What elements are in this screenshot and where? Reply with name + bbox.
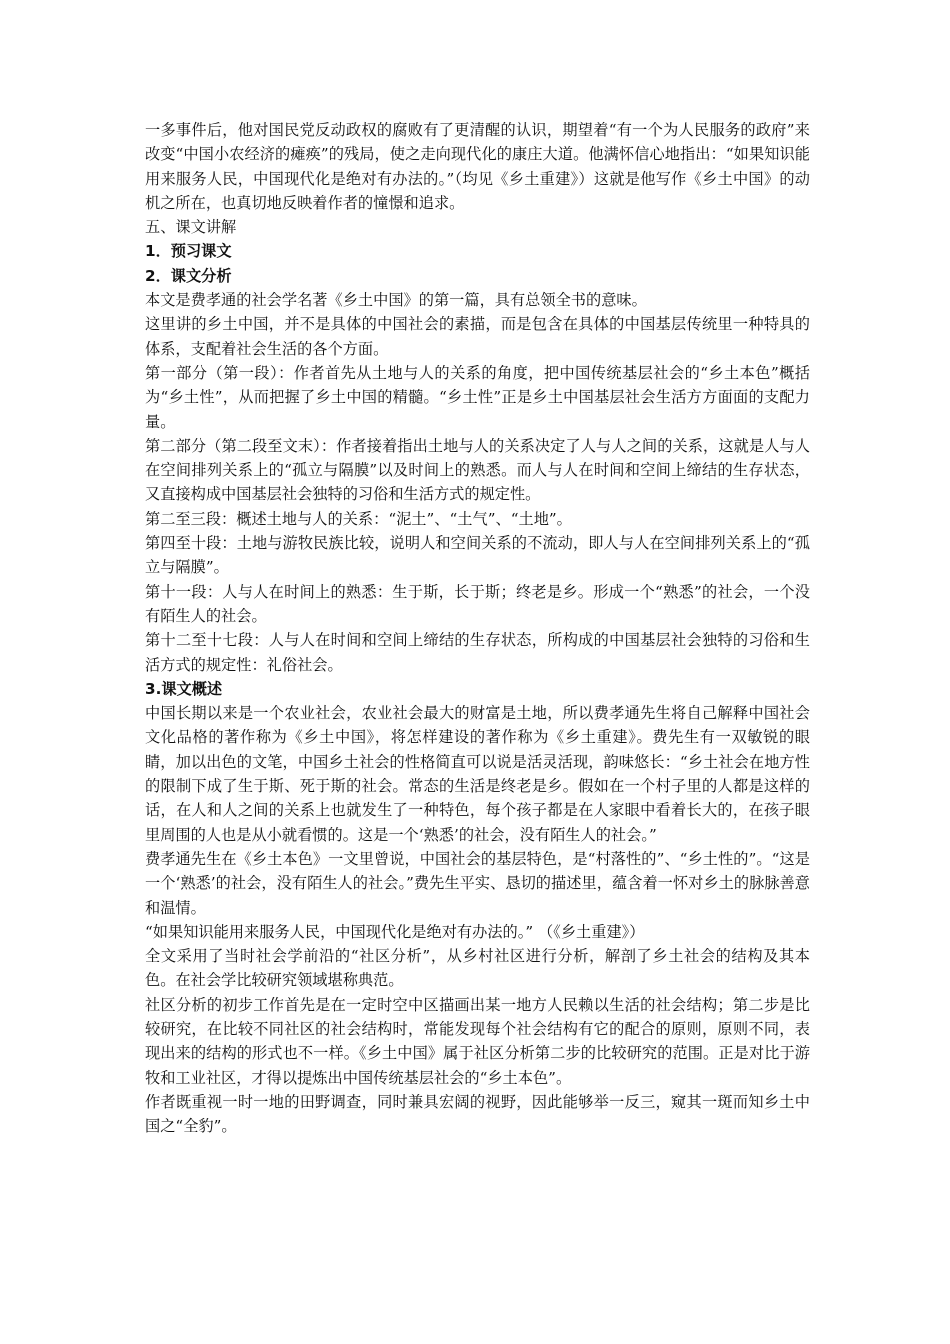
paragraph-overview-2: 费孝通先生在《乡土本色》一文里曾说，中国社会的基层特色，是“村落性的”、“乡土性的”。“这是一个‘熟悉’的社会，没有陌生人的社会。”费先生平实、恳切的描述里，蕴含着一怀对乡土的脉脉善意和温情。 [145, 849, 810, 917]
subheading-text-analysis: 2．课文分析 [145, 266, 232, 285]
paragraph-quote: “如果知识能用来服务人民，中国现代化是绝对有办法的。” （《乡土重建》） [145, 922, 645, 941]
paragraph-overview-3: 全文采用了当时社会学前沿的“社区分析”，从乡村社区进行分析，解剖了乡土社会的结构及其本色。在社会学比较研究领域堪称典范。 [145, 947, 810, 990]
paragraph-overview-5: 作者既重视一时一地的田野调查，同时兼具宏阔的视野，因此能够举一反三，窥其一斑而知乡土中国之“全豹”。 [145, 1092, 810, 1136]
paragraph-analysis-2: 这里讲的乡土中国，并不是具体的中国社会的素描，而是包含在具体的中国基层传统里一种特具的体系，支配着社会生活的各个方面。 [145, 315, 810, 358]
paragraph-intro-continuation: 一多事件后，他对国民党反动政权的腐败有了更清醒的认识，期望着“有一个为人民服务的政府”来改变“中国小农经济的瘫痪”的残局，使之走向现代化的康庄大道。他满怀信心地指出：“如果知识能用来服务人民，中国现代化是绝对有办法的。”（均见《乡土重建》）这就是他写作《乡土中国》的动机之所在，也真切地反映着作者的憧憬和追求。 [145, 121, 810, 212]
paragraph-sections-12-17: 第十二至十七段：人与人在时间和空间上缔结的生存状态，所构成的中国基层社会独特的习俗和生活方式的规定性：礼俗社会。 [145, 631, 810, 674]
paragraph-overview-1: 中国长期以来是一个农业社会，农业社会最大的财富是土地，所以费孝通先生将自己解释中国社会文化品格的著作称为《乡土中国》，将怎样建设的著作称为《乡土重建》。费先生有一双敏锐的眼睛，加以出色的文笔，中国乡土社会的性格简直可以说是活灵活现，韵味悠长：“乡土社会在地方性的限制下成了生于斯、死于斯的社会。常态的生活是终老是乡。假如在一个村子里的人都是这样的话，在人和人之间的关系上也就发生了一种特色，每个孩子都是在人家眼中看着长大的，在孩子眼里周围的人也是从小就看惯的。这是一个‘熟悉’的社会，没有陌生人的社会。” [145, 704, 810, 844]
paragraph-analysis-1: 本文是费孝通的社会学名著《乡土中国》的第一篇，具有总领全书的意味。 [145, 291, 647, 310]
paragraph-part-one: 第一部分（第一段）：作者首先从土地与人的关系的角度，把中国传统基层社会的“乡土本色”概括为“乡土性”，从而把握了乡土中国的精髓。“乡土性”正是乡土中国基层社会生活方方面面的支配力量。 [145, 363, 810, 431]
paragraph-sections-4-10: 第四至十段：土地与游牧民族比较，说明人和空间关系的不流动，即人与人在空间排列关系上的“孤立与隔膜”。 [145, 534, 810, 577]
section-heading-lesson-explanation: 五、课文讲解 [145, 218, 237, 237]
paragraph-overview-4: 社区分析的初步工作首先是在一定时空中区描画出某一地方人民赖以生活的社会结构；第二步是比较研究，在比较不同社区的社会结构时，常能发现每个社会结构有它的配合的原则，原则不同，表现出来的结构的形式也不一样。《乡土中国》属于社区分析第二步的比较研究的范围。正是对比于游牧和工业社区，才得以提炼出中国传统基层社会的“乡土本色”。 [145, 995, 810, 1087]
subheading-preview-text: 1．预习课文 [145, 242, 232, 261]
paragraph-sections-2-3: 第二至三段：概述土地与人的关系：“泥土”、“土气”、“土地”。 [145, 509, 572, 528]
subheading-text-overview: 3.课文概述 [145, 679, 223, 698]
document-page [145, 118, 810, 1138]
paragraph-section-11: 第十一段：人与人在时间上的熟悉：生于斯，长于斯；终老是乡。形成一个“熟悉”的社会，一个没有陌生人的社会。 [145, 582, 810, 625]
paragraph-part-two: 第二部分（第二段至文末）：作者接着指出土地与人的关系决定了人与人之间的关系，这就是人与人在空间排列关系上的“孤立与隔膜”以及时间上的熟悉。而人与人在时间和空间上缔结的生存状态，又直接构成中国基层社会独特的习俗和生活方式的规定性。 [145, 436, 810, 504]
